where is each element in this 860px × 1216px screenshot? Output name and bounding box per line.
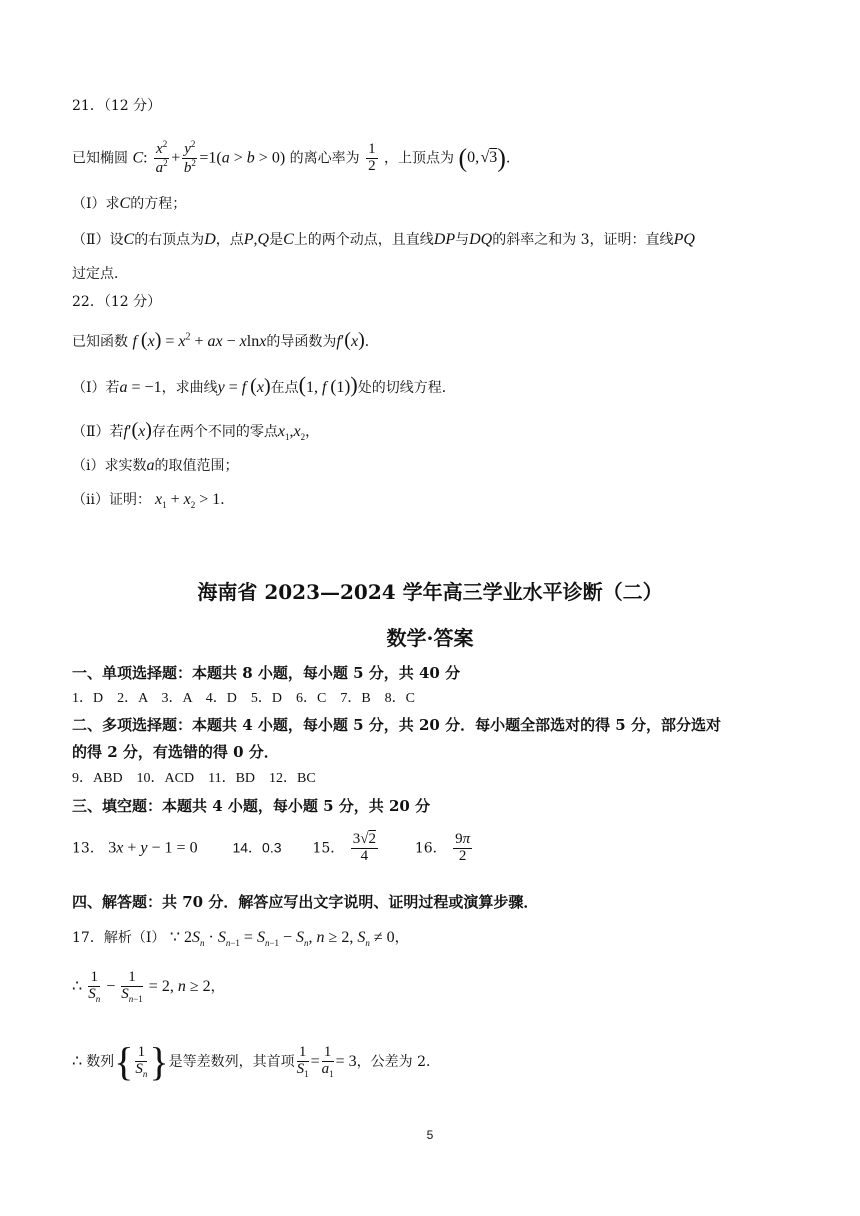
- q22-function: f $(x) = x^2$ + ax − xlnx: [132, 329, 267, 351]
- s17-line3: ∴ 数列{ $\frac{1}{S_n}$ }是等差数列，其首项 $\frac{1}{S_1}$ = $\frac{1}{a_1}$ = 3，公差为 2．: [72, 1039, 441, 1084]
- sec4-heading: 四、解答题：共 70 分．解答应写出文字说明、证明过程或演算步骤．: [72, 893, 539, 911]
- q21-vertex: (0, √3): [458, 143, 506, 173]
- q22-part2: （Ⅱ）若f′(x)存在两个不同的零点$x_1,x_2$，: [72, 419, 320, 443]
- q22-part2-a: （Ⅱ）若: [72, 424, 124, 440]
- q22-part1-d: 处的切线方程．: [357, 380, 456, 396]
- q21-part2-f: 与: [455, 232, 470, 248]
- s17-line3-a: 数列: [86, 1054, 115, 1070]
- q21-intro-mid1: 的离心率为: [289, 150, 360, 167]
- q22-sub1-a: （ⅰ）求实数: [72, 458, 147, 474]
- q22-intro-end: ．: [364, 334, 379, 350]
- s17-label: 17．解析（Ⅰ）: [72, 930, 166, 946]
- q22-part1-c: 在点: [270, 380, 299, 396]
- q22-sub1-b: 的取值范围；: [154, 458, 239, 474]
- q21-part2-g: 的斜率之和为 3，证明：直线: [492, 232, 674, 248]
- sec3-heading: 三、填空题：本题共 4 小题，每小题 5 分，共 20 分: [72, 797, 431, 815]
- q21-intro-mid2: ，上顶点为: [384, 150, 455, 167]
- sec3-15-label: 15．: [312, 840, 345, 857]
- answer-subtitle: 数学·答案: [386, 626, 474, 650]
- sec3-answers: [72, 832, 474, 865]
- q22-part2-b: 存在两个不同的零点: [151, 424, 278, 440]
- q21-intro-pre: 已知椭圆: [72, 150, 128, 167]
- q21-part2-a: （Ⅱ）设: [72, 232, 124, 248]
- q22-part1-a: （Ⅰ）若: [72, 380, 120, 396]
- answer-title: 海南省 2023—2024 学年高三学业水平诊断（二）: [197, 580, 663, 604]
- q21-part2-cont: 过定点．: [72, 266, 128, 282]
- s17-line2: ∴ $\frac{1}{S_n}$ − $\frac{1}{S_{n-1}}$ = 2, n ≥ 2，: [72, 969, 225, 1004]
- s17-line3-c: ，公差为 2．: [356, 1054, 441, 1070]
- q21-part2-e: 上的两个动点，且直线: [293, 232, 434, 248]
- q21-part1-label: （Ⅰ）求: [72, 196, 120, 212]
- sec1-heading: 一、单项选择题：本题共 8 小题，每小题 5 分，共 40 分: [72, 664, 461, 682]
- sec3-13-value: 3x + y − 1 = 0: [108, 839, 198, 857]
- q22-sub2-b: ．: [220, 492, 235, 508]
- q21-intro-end: ．: [505, 150, 520, 167]
- sec2-heading-1: 二、多项选择题：本题共 4 小题，每小题 5 分，共 20 分．每小题全部选对的得 5 分，部分选对: [72, 716, 721, 734]
- q22-part1: （Ⅰ）若a = −1，求曲线y = f (x)在点(1, f (1))处的切线方程．: [72, 372, 456, 397]
- q22-sub2-a: （ⅱ）证明：: [72, 492, 151, 508]
- s17-line3-b: 是等差数列，其首项: [168, 1054, 295, 1070]
- q21-part1-end: 的方程；: [130, 196, 187, 212]
- sec2-answers: 9．ABD 10．ACD 11．BD 12．BC: [72, 771, 316, 786]
- sec1-answers: 1．D 2．A 3．A 4．D 5．D 6．C 7．B 8．C: [72, 691, 416, 706]
- sec2-heading-2: 的得 2 分，有选错的得 0 分．: [72, 743, 279, 761]
- q21-intro: 已知椭圆 C: $\frac{x^2}{a^2}$ + $\frac{y^2}{b^2}$ =1(a > b > 0) 的离心率为 $\frac{1}{2}$ ，上顶点为 (0, √3)．: [72, 139, 520, 176]
- s17-line1-math: ∵ $2S_n \cdot S_{n-1} = S_{n-1} - S_n$, n ≥ 2, $S_n \ne 0$: [169, 929, 395, 949]
- q21-part1: （Ⅰ）求C的方程；: [72, 195, 187, 212]
- q22-sub2: （ⅱ）证明： $x_1 + x_2 > 1$．: [72, 491, 235, 511]
- sec3-16-value: $\frac{9\pi}{2}$: [455, 831, 471, 864]
- q22-part1-b: ，求曲线: [161, 380, 218, 396]
- q22-derivative: f′(x): [336, 329, 365, 351]
- q21-part2-b: 的右顶点为: [134, 232, 205, 248]
- sec3-13-label: 13．: [72, 840, 104, 857]
- q21-part2-d: 是: [269, 232, 284, 248]
- q21-part2-c: ，点: [215, 232, 244, 248]
- q21-eccentricity: $\frac{1}{2}$: [368, 141, 376, 174]
- q21-frac-y: $\frac{y^2}{b^2}$: [183, 139, 196, 176]
- q21-frac-x: $\frac{x^2}{a^2}$: [155, 139, 168, 176]
- q22-sub1: （ⅰ）求实数a的取值范围；: [72, 457, 239, 474]
- q22-intro-mid: 的导函数为: [266, 334, 337, 350]
- s17-line2-math: ∴ $\frac{1}{S_n}$ − $\frac{1}{S_{n-1}}$ = 2, n ≥ 2: [72, 969, 211, 1004]
- q21-header: 21．（12 分）: [72, 98, 162, 114]
- q22-intro: [72, 328, 379, 352]
- q22-intro-pre: 已知函数: [72, 334, 128, 350]
- s17-line1: 17．解析（Ⅰ） ∵ $2S_n \cdot S_{n-1} = S_{n-1} - S_n$, n ≥ 2, $S_n \ne 0$，: [72, 929, 409, 949]
- sec3-15-value: $\frac{3√2}{4}$: [352, 831, 376, 864]
- q21-part2: （Ⅱ）设C的右顶点为D，点P,Q是C上的两个动点，且直线DP与DQ的斜率之和为 3，证明：直线PQ: [72, 231, 695, 248]
- q21-ellipse-name: C: [132, 149, 144, 167]
- page-number: 5: [426, 1128, 434, 1142]
- q22-part2-c: ，: [305, 424, 320, 440]
- sec3-16-label: 16．: [414, 840, 447, 857]
- sec3-14: 14．0.3: [232, 839, 282, 856]
- q22-header: 22．（12 分）: [72, 294, 162, 310]
